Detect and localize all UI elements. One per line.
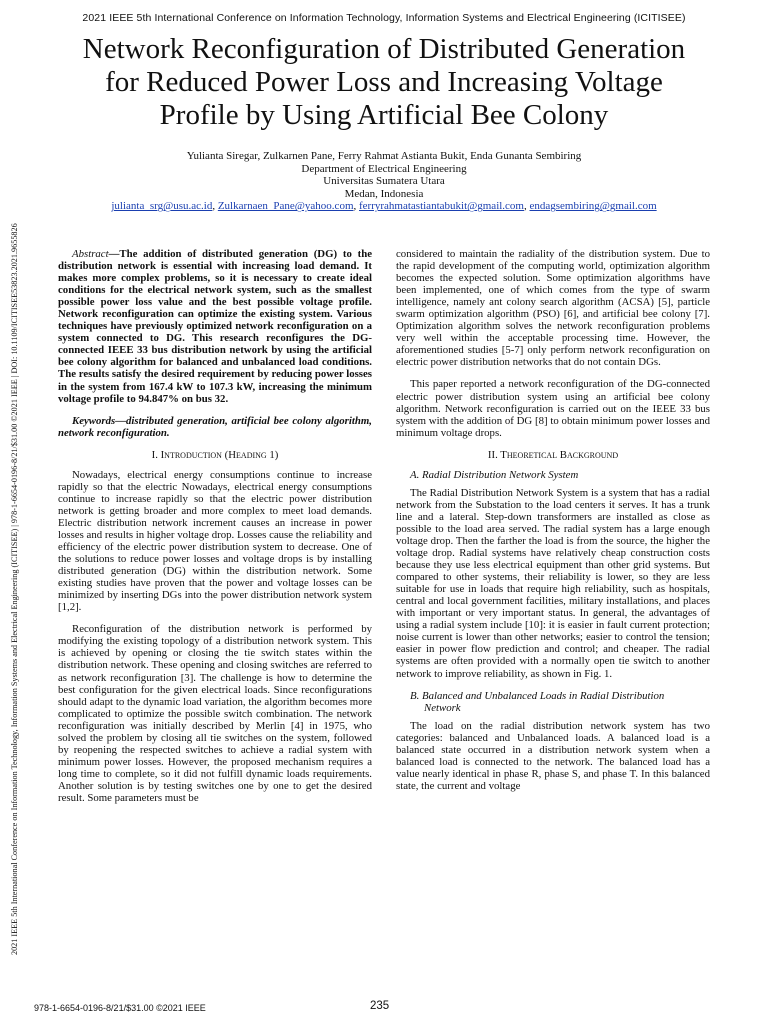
keywords-dash: — — [115, 414, 126, 427]
paragraph: The load on the radial distribution network system has two categories: balanced and Unbalanced loads. A balanced load is a balanced state occurred in a distribution network system when a balanced load is connected to the network. The balanced load has a value nearly identical in phase R, phase S, and phase T. In this balanced state, the current and voltage — [396, 719, 710, 792]
keywords-text: distributed generation, artificial bee colony algorithm, network reconfiguration. — [58, 414, 372, 439]
subsection-heading-loads-line1: B. Balanced and Unbalanced Loads in Radial Distribution — [410, 689, 665, 702]
keywords — [58, 415, 372, 439]
conference-header: 2021 IEEE 5th International Conference on Information Technology, Information Systems and Electrical Engineering (ICITISEE) — [82, 12, 686, 24]
subsection-heading-loads-line2: Network — [424, 701, 461, 714]
abstract-label: Abstract — [72, 248, 109, 260]
section-heading-theory: II. Theoretical Background — [487, 448, 619, 461]
author-emails: julianta_srg@usu.ac.id, Zulkarnaen_Pane@yahoo.com, ferryrahmatastiantabukit@gmail.com, endagsembiring@gmail.com — [111, 200, 657, 213]
email-link[interactable]: Zulkarnaen_Pane@yahoo.com — [217, 200, 354, 213]
paragraph: The Radial Distribution Network System is a system that has a radial network from the Substation to the load centers it serves. It has a trunk line and a lateral. Step-down transformers are installed as close as possible to the load area served. The radial system has a large enough voltage drop. Then the farther the load is from the source, the higher the voltage drop. Radial systems have relatively cheap construction costs because they use less electrical equipment than other grid systems. But compared to other systems, their reliability is lower, so they are less suitable for use in loads that require high reliability, such as hospitals, central and local government facilities, military installations, and places with important or very important status. In general, the advantages of using a radial system include [10]: it is easier in fault current protection; noise current is lower than other networks; easier to control the tension; easier in power flow prediction and control; and cheaper. The radial systems are often provided with a normally open tie switch to another network to improve reliability, as shown in Fig. 1. — [396, 486, 710, 680]
subsection-heading-radial: A. Radial Distribution Network System — [410, 468, 579, 481]
paragraph: This paper reported a network reconfiguration of the DG-connected electric power distribution system using an artificial bee colony algorithm. Network reconfiguration is carried out on the IEEE 33 bus system with the addition of DG [8] to obtain minimum power losses and minimum voltage drops. — [396, 378, 710, 439]
author-names: Yulianta Siregar, Zulkarnen Pane, Ferry Rahmat Astianta Bukit, Enda Gunanta Sembiring — [186, 150, 582, 162]
email-link[interactable]: julianta_srg@usu.ac.id — [111, 200, 213, 213]
left-column — [58, 248, 372, 814]
author-department: Department of Electrical Engineering — [301, 162, 467, 175]
subsection-heading-loads — [396, 690, 710, 714]
abstract-text: The addition of distributed generation (DG) to the distribution network is essential with increasing load demand. It makes more complex problems, so it is necessary to create ideal conditions for the electrical network system, such as the smallest possible power loss value and the best possible voltage profile. Network reconfiguration can optimize the existing system. Various techniques have previously optimized network reconfiguration on a system connected to DG. This research reconfigures the DG-connected IEEE 33 bus distribution network by using the artificial bee colony algorithm for balanced and unbalanced load conditions. The results satisfy the desired requirement by reducing power losses in the system from 167.4 kW to 107.3 kW, increasing the minimum voltage profile to 94.847% on bus 32. — [58, 248, 372, 405]
keywords-label: Keywords — [72, 414, 116, 427]
title-line-3: Profile by Using Artificial Bee Colony — [159, 99, 609, 131]
page-number: 235 — [370, 1000, 390, 1012]
footer-isbn: 978-1-6654-0196-8/21/$31.00 ©2021 IEEE — [34, 1003, 206, 1013]
paper-title — [40, 33, 728, 132]
paragraph: Reconfiguration of the distribution network is performed by modifying the existing topology of a distribution network system. This is achieved by opening or closing the tie switch states within the distribution network. These opening and closing switches are referred to as network reconfiguration [3]. The challenge is how to determine the best configuration for the given electrical loads. Since reconfigurations should adapt to the dynamic load variation, the algorithm becomes more complicated to optimize the possible switch combination. The network reconfiguration was initially described by Merlin [4] in 1975, who solved the problem by closing all tie switches on the system, followed by reopening the respected switches to achieve a radial system with minimum power losses. However, the proposed mechanism requires a long time to complete, so it did not fulfill dynamic loads requirements. Another solution is by testing switches one by one to get the desired result. Some parameters must be — [58, 623, 372, 804]
authors-block — [60, 150, 708, 213]
paragraph: Nowadays, electrical energy consumptions continue to increase rapidly so that the electric Nowadays, electrical energy consumptions continue to increase rapidly so that the electric power distribution network is getting broader and more complex to meet load demands. Electric distribution network increment causes an increase in power losses and results in higher voltage drop. Losses cause the reliability and efficiency of the electric power distribution system to decrease. One of the solutions to reduce power losses and voltage drops is by installing distributed generation (DG) within the distribution network. Some existing studies have proven that the power and voltage losses can be minimized by inserting DGs into the power distribution network system [1,2]. — [58, 468, 372, 614]
side-doi-text: 2021 IEEE 5th International Conference on Information Technology, Information Systems and Electrical Engineering (ICITISEE) | 978-1-6654-0196-8/21/$31.00 ©2021 IEEE | DOI: 10.1109/ICITISEE53823.2021.9655826 — [10, 223, 19, 955]
right-column — [396, 248, 710, 802]
section-heading-introduction: I. Introduction (Heading 1) — [151, 448, 279, 461]
author-university: Universitas Sumatera Utara — [323, 175, 445, 188]
author-location: Medan, Indonesia — [344, 187, 424, 200]
email-link[interactable]: endagsembiring@gmail.com — [529, 200, 657, 213]
abstract — [58, 248, 372, 405]
abstract-dash: — — [108, 248, 120, 260]
email-link[interactable]: ferryrahmatastiantabukit@gmail.com — [359, 200, 524, 213]
title-line-1: Network Reconfiguration of Distributed Generation — [82, 33, 686, 65]
title-line-2: for Reduced Power Loss and Increasing Voltage — [105, 66, 663, 98]
paragraph: considered to maintain the radiality of the distribution system. Due to the rapid development of the computing world, optimization algorithm becomes the expected solution. Some optimization algorithms have been implemented, one of which comes from the type of swarm intelligence, namely ant colony search algorithm (ACSA) [5], particle swarm optimization algorithm (PSO) [6], and artificial bee colony [7]. Optimization algorithm solves the network reconfiguration problems very well within the acceptable processing time. However, the aforementioned studies [5-7] only perform network reconfiguration on electric power distribution networks that do not contain DGs. — [396, 248, 710, 369]
side-doi-strip — [7, 75, 23, 955]
